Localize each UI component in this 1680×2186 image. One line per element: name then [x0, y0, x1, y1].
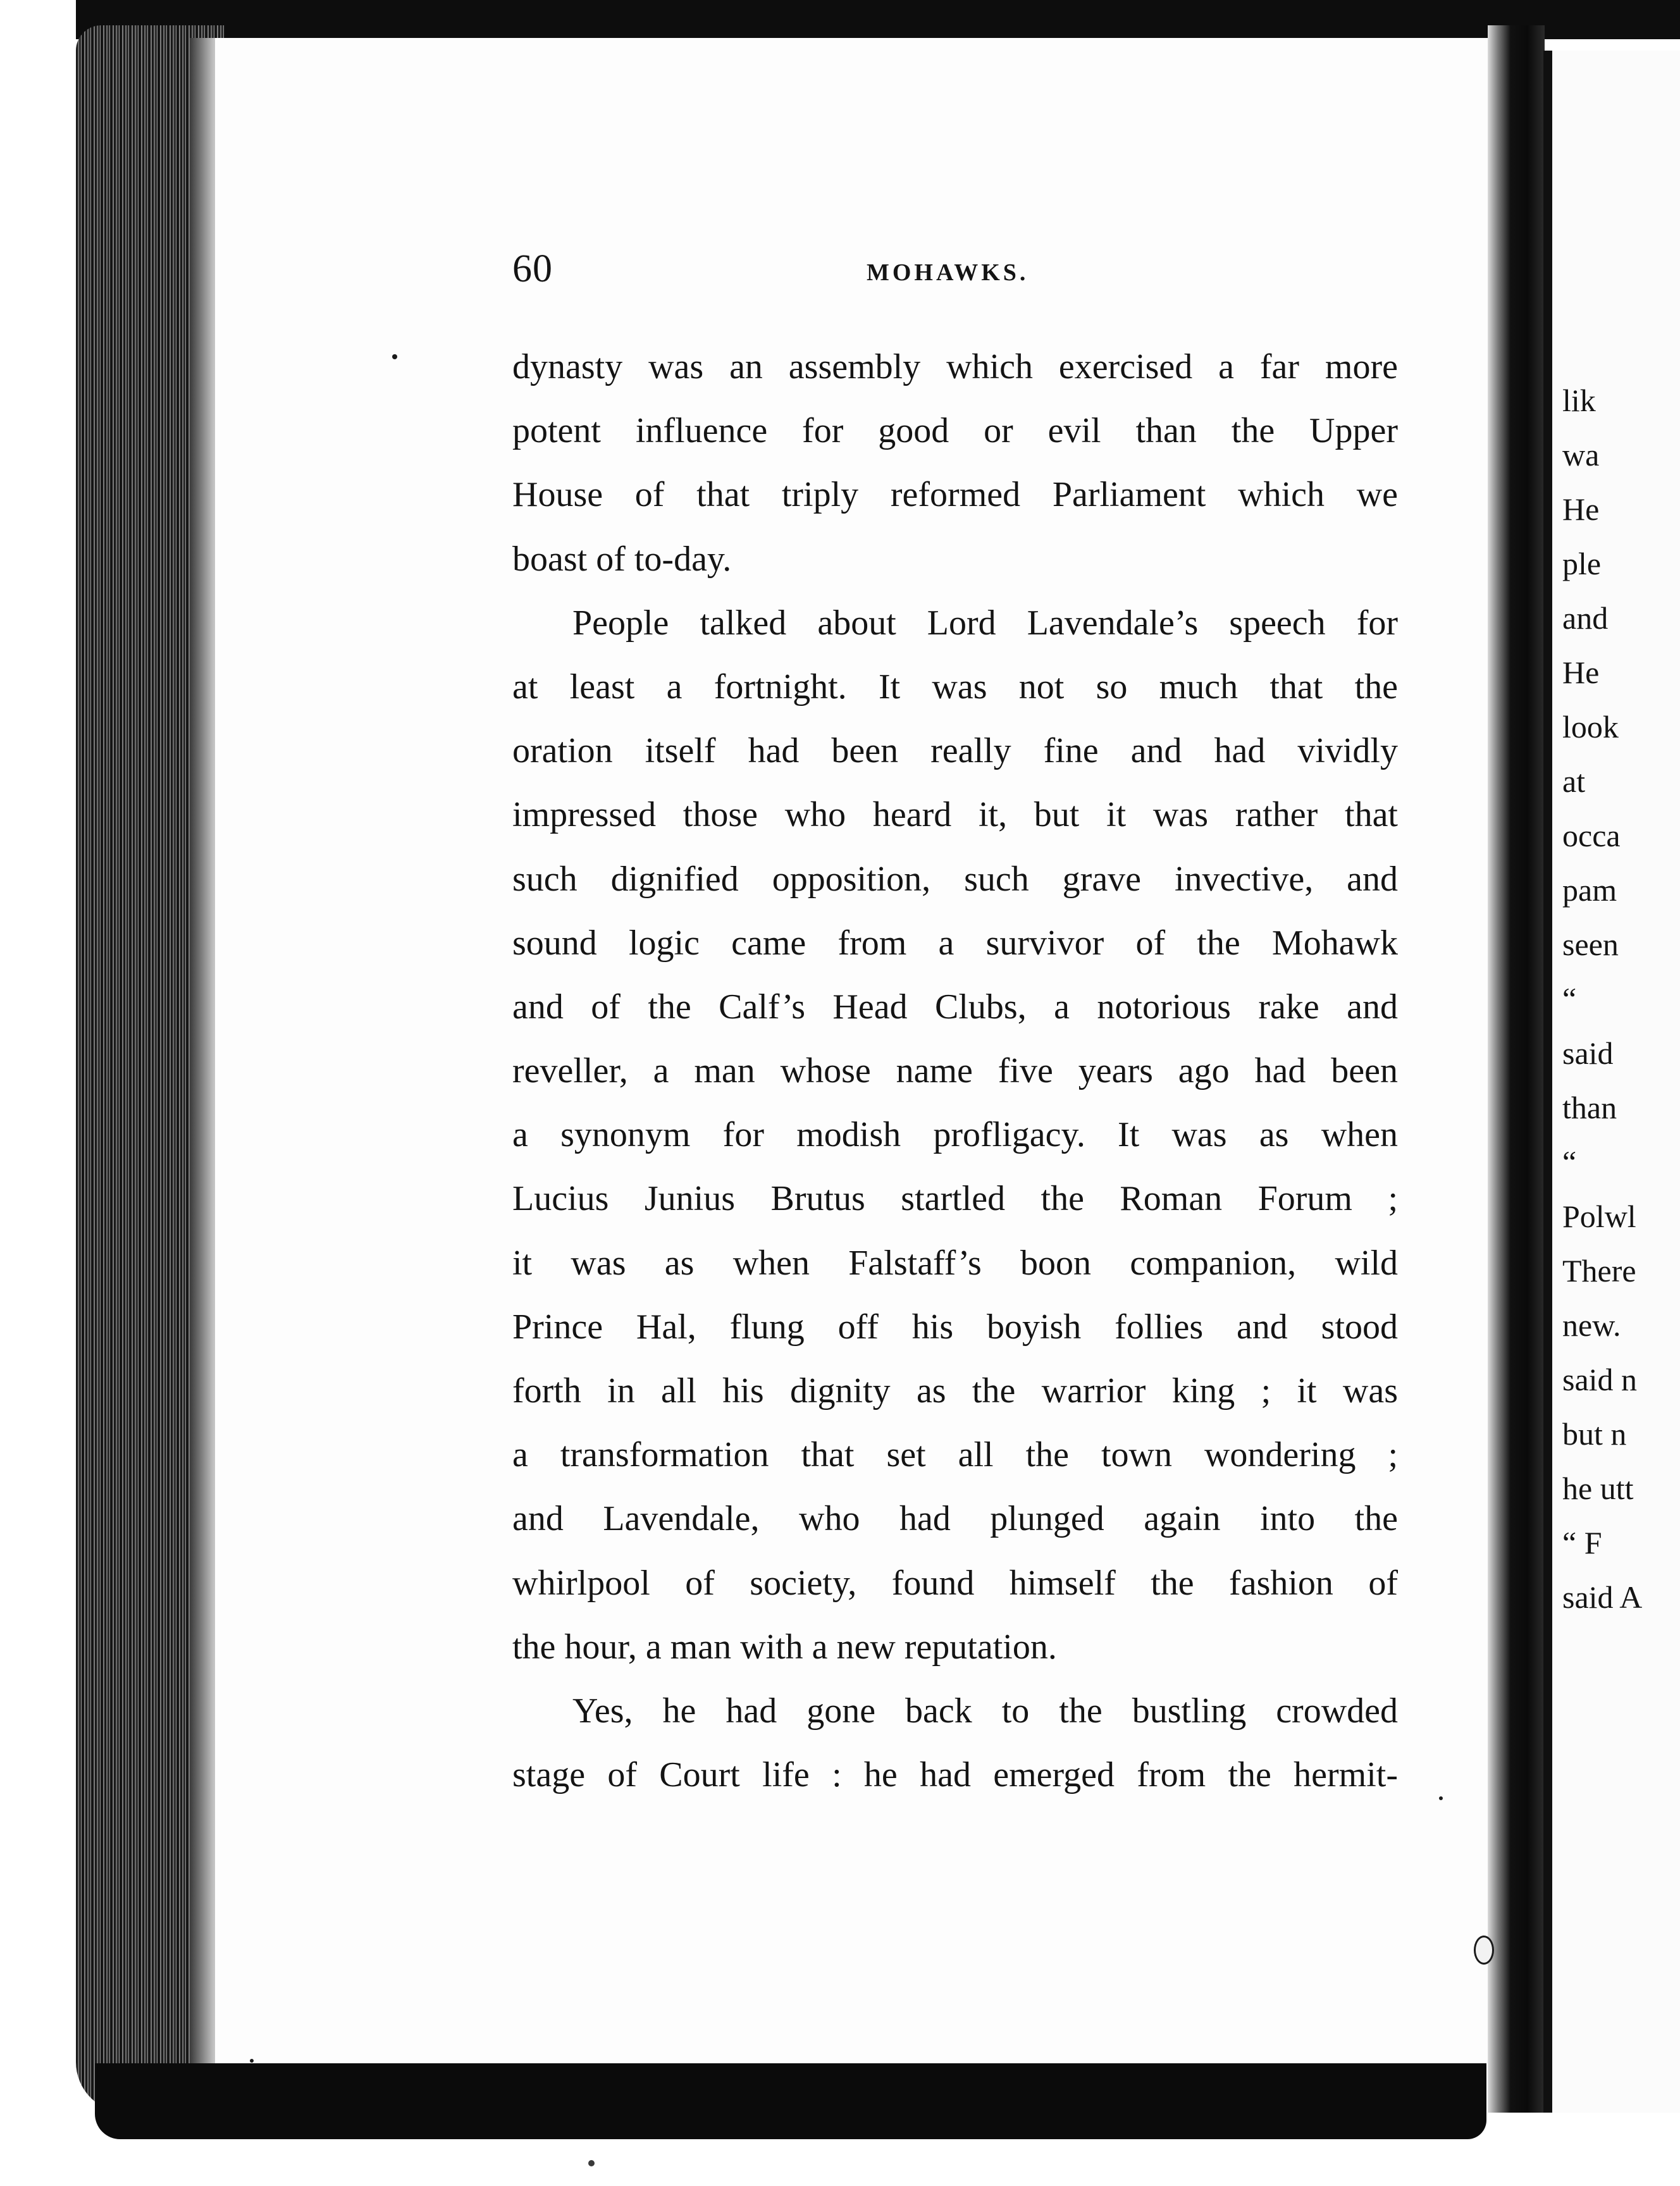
- right-page-fragment: but n: [1562, 1416, 1627, 1452]
- right-page-fragment: and: [1562, 600, 1609, 636]
- scan-border-top: [76, 0, 1680, 39]
- right-page-fragment: lik: [1562, 383, 1596, 418]
- paper-speck: [392, 354, 397, 359]
- text-line: People talked about Lord Lavendale’s speech for: [572, 603, 1398, 643]
- text-line: boast of to-day.: [512, 539, 732, 579]
- right-page-fragment: new.: [1562, 1307, 1621, 1343]
- right-page-fragment: “: [1562, 1144, 1577, 1180]
- right-page-fragment: seen: [1562, 927, 1619, 962]
- text-line: and of the Calf’s Head Clubs, a notorious rake and: [512, 987, 1398, 1027]
- running-title: MOHAWKS.: [867, 259, 1029, 286]
- right-page-fragment: He: [1562, 655, 1600, 690]
- right-page-fragment: occa: [1562, 818, 1621, 853]
- book-gutter: [1488, 25, 1545, 2113]
- text-line: potent influence for good or evil than the Upper: [512, 411, 1398, 451]
- right-page-fragment: said: [1562, 1035, 1614, 1071]
- right-page-text: [1562, 373, 1680, 1624]
- right-page-fragment: said A: [1562, 1579, 1643, 1615]
- paper-speck: [250, 2059, 254, 2063]
- text-line: the hour, a man with a new reputation.: [512, 1627, 1057, 1667]
- right-page-fragment: pam: [1562, 872, 1617, 908]
- right-page-fragment: at: [1562, 763, 1586, 799]
- text-line: impressed those who heard it, but it was rather that: [512, 795, 1398, 835]
- text-line: Yes, he had gone back to the bustling crowded: [572, 1691, 1398, 1731]
- text-line: a synonym for modish profligacy. It was as when: [512, 1115, 1398, 1155]
- text-line: whirlpool of society, found himself the fashion of: [512, 1563, 1398, 1603]
- text-line: Prince Hal, flung off his boyish follies and stood: [512, 1307, 1398, 1347]
- text-line: a transformation that set all the town wondering ;: [512, 1435, 1398, 1475]
- right-page-fragment: “ F: [1562, 1525, 1602, 1560]
- paper-speck: [588, 2160, 595, 2166]
- text-line: stage of Court life : he had emerged from the hermit-: [512, 1755, 1398, 1795]
- right-page-fragment: There: [1562, 1253, 1636, 1288]
- text-line: House of that triply reformed Parliament which we: [512, 475, 1398, 515]
- text-line: Lucius Junius Brutus startled the Roman Forum ;: [512, 1179, 1398, 1219]
- right-page-fragment: wa: [1562, 437, 1600, 472]
- body-text: [512, 335, 1398, 1807]
- right-page-fragment: He: [1562, 491, 1600, 527]
- running-head: [512, 244, 1398, 294]
- text-line: dynasty was an assembly which exercised a far more: [512, 347, 1398, 386]
- text-line: at least a fortnight. It was not so much that the: [512, 667, 1398, 707]
- right-page-fragment: “: [1562, 981, 1577, 1016]
- text-line: it was as when Falstaff’s boon companion, wild: [512, 1243, 1398, 1283]
- right-page-fragment: Polwl: [1562, 1199, 1636, 1234]
- right-page-fragment: said n: [1562, 1362, 1638, 1397]
- text-line: reveller, a man whose name five years ago had been: [512, 1051, 1398, 1091]
- text-line: such dignified opposition, such grave invective, and: [512, 859, 1398, 899]
- right-page-fragment: ple: [1562, 546, 1602, 581]
- text-line: oration itself had been really fine and had vividly: [512, 731, 1398, 771]
- right-page-fragment: he utt: [1562, 1471, 1634, 1506]
- text-line: and Lavendale, who had plunged again into the: [512, 1499, 1398, 1539]
- text-line: sound logic came from a survivor of the Mohawk: [512, 923, 1398, 963]
- paper-speck: [1439, 1796, 1443, 1800]
- right-page-fragment: than: [1562, 1090, 1617, 1125]
- text-line: forth in all his dignity as the warrior king ; it was: [512, 1371, 1398, 1411]
- page-number: 60: [512, 247, 553, 290]
- scan-border-bottom: [95, 2063, 1486, 2139]
- right-page-fragment: look: [1562, 709, 1619, 744]
- paper-blemish: [1474, 1936, 1494, 1965]
